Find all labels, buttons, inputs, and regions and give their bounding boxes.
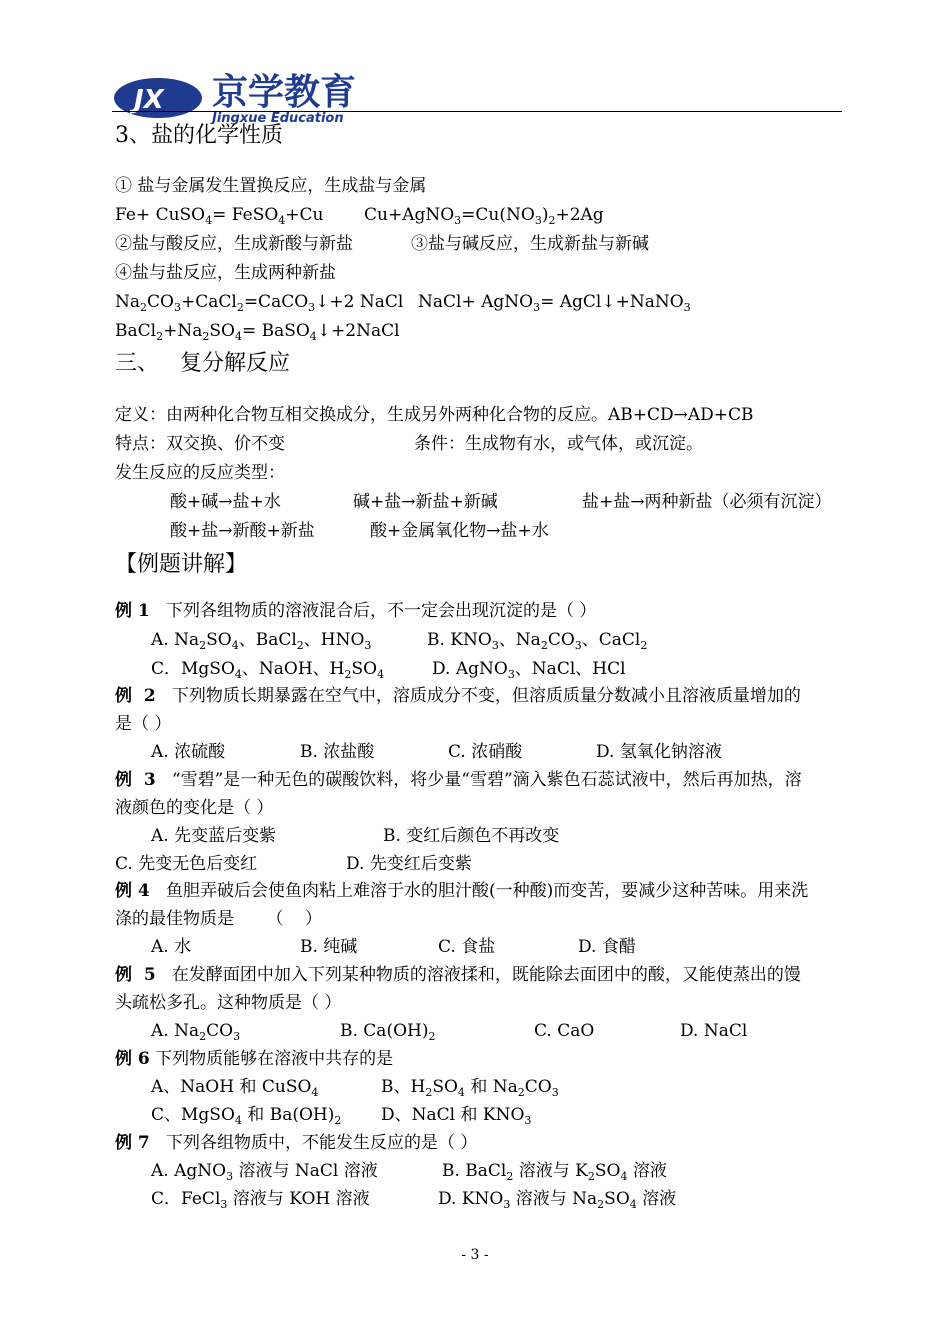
type-acid-oxide: 酸+金属氧化物→盐+水 — [370, 521, 549, 541]
logo — [112, 56, 422, 128]
example-1 — [115, 601, 596, 621]
example-5-option-d: D. NaCl — [680, 1021, 748, 1041]
equation-fe-cuso4: Fe+ CuSO$_4$= FeSO$_4$+Cu — [115, 205, 324, 227]
example-7-option-a: A. AgNO$_3$ 溶液与 NaCl 溶液 — [151, 1161, 378, 1183]
example-3-option-a: A. 先变蓝后变紫 — [151, 826, 277, 846]
example-1-option-a: A. $Na_2SO_4$、BaCl$_2$、$HNO_3$ — [151, 630, 372, 652]
example-1-text: 下列各组物质的溶液混合后，不一定会出现沉淀的是（ ） — [165, 601, 597, 621]
type-base-salt: 碱+盐→新盐+新碱 — [353, 492, 498, 512]
salt-prop-2: ②盐与酸反应，生成新酸与新盐 — [115, 234, 353, 254]
example-2-text: 下列物质长期暴露在空气中，溶质成分不变，但溶质质量分数减小且溶液质量增加的 — [171, 686, 801, 706]
example-6-option-c: C、MgSO$_4$ 和 $Ba(OH)_2$ — [151, 1105, 342, 1127]
example-5-text: 在发酵面团中加入下列某种物质的溶液揉和，既能除去面团中的酸，又能使蒸出的馒 — [171, 965, 801, 985]
definition: 定义：由两种化合物互相交换成分，生成另外两种化合物的反应。AB+CD→AD+CB — [115, 405, 754, 425]
type-salt-salt: 盐+盐→两种新盐（必须有沉淀） — [582, 492, 832, 512]
example-4-text-cont: 涤的最佳物质是 （ ） — [115, 909, 323, 929]
section-title-double-decomposition: 三、 复分解反应 — [115, 351, 290, 376]
example-3-label: 例 3 — [115, 770, 156, 790]
example-2-option-b: B. 浓盐酸 — [300, 742, 375, 762]
type-acid-base: 酸+碱→盐+水 — [170, 492, 281, 512]
example-5 — [115, 965, 801, 985]
example-2-label: 例 2 — [115, 686, 156, 706]
example-1-label: 例 1 — [115, 601, 150, 621]
example-4-option-d: D. 食醋 — [578, 937, 636, 957]
header-rule — [112, 111, 842, 112]
type-acid-salt: 酸+盐→新酸+新盐 — [170, 521, 315, 541]
example-4-text: 鱼胆弄破后会使鱼肉粘上难溶于水的胆汁酸(一种酸)而变苦，要减少这种苦味。用来洗 — [165, 881, 809, 901]
example-3-option-c: C. 先变无色后变红 — [115, 854, 258, 874]
types-label: 发生反应的反应类型： — [115, 463, 285, 483]
example-4-option-a: A. 水 — [151, 937, 192, 957]
example-1-option-d: D. AgNO$_3$、NaCl、HCl — [432, 659, 626, 681]
example-7 — [115, 1133, 477, 1153]
example-6-option-b: B、$H_2SO_4$ 和 $Na_2CO_3$ — [381, 1077, 559, 1099]
example-3-option-b: B. 变红后颜色不再改变 — [383, 826, 560, 846]
example-2-option-d: D. 氢氧化钠溶液 — [596, 742, 722, 762]
example-3-text-cont: 液颜色的变化是（ ） — [115, 798, 274, 818]
example-4-label: 例 4 — [115, 881, 150, 901]
logo-cn-text: 京学教育 — [212, 72, 357, 113]
example-6-label: 例 6 — [115, 1049, 150, 1069]
example-3 — [115, 770, 802, 790]
example-7-text: 下列各组物质中，不能发生反应的是（ ） — [165, 1133, 478, 1153]
example-3-text: “雪碧”是一种无色的碳酸饮料，将少量“雪碧”滴入紫色石蕊试液中，然后再加热，溶 — [171, 770, 802, 790]
salt-prop-4: ④盐与盐反应，生成两种新盐 — [115, 263, 336, 283]
example-6-text: 下列物质能够在溶液中共存的是 — [155, 1049, 394, 1069]
example-4-option-b: B. 纯碱 — [300, 937, 358, 957]
condition: 条件：生成物有水，或气体，或沉淀。 — [414, 434, 703, 454]
example-6-option-a: A、NaOH 和 CuSO$_4$ — [151, 1077, 319, 1099]
section-title-salt: 3、盐的化学性质 — [115, 123, 283, 148]
example-2 — [115, 686, 801, 706]
example-5-label: 例 5 — [115, 965, 156, 985]
example-5-option-a: A. $Na_2CO_3$ — [151, 1021, 241, 1043]
feature: 特点：双交换、价不变 — [115, 434, 285, 454]
logo-en-text: Jingxue Education — [212, 111, 344, 124]
page-number: - 3 - — [461, 1247, 489, 1263]
example-1-option-b: B. $KNO_3$、$Na_2CO_3$、CaCl$_2$ — [427, 630, 648, 652]
logo-badge-text: JX — [134, 85, 164, 115]
example-5-text-cont: 头疏松多孔。这种物质是（ ） — [115, 993, 342, 1013]
salt-prop-3: ③盐与碱反应，生成新盐与新碱 — [411, 234, 649, 254]
example-6-option-d: D、NaCl 和 $KNO_3$ — [381, 1105, 532, 1127]
equation-cu-agno3: $Cu+AgNO_3=Cu(NO_3)_2+2Ag$ — [364, 205, 604, 227]
example-5-option-b: B. $Ca(OH)_2$ — [340, 1021, 436, 1043]
equation-nacl-agno3: NaCl+ AgNO$_3$= AgCl↓+NaNO$_3$ — [418, 292, 691, 314]
example-7-option-c: C．FeCl$_3$ 溶液与 KOH 溶液 — [151, 1189, 370, 1211]
example-2-text-cont: 是（ ） — [115, 714, 172, 734]
salt-prop-1: ① 盐与金属发生置换反应，生成盐与金属 — [115, 176, 427, 196]
example-7-option-d: D. $KNO_3$ 溶液与 $Na_2SO_4$ 溶液 — [438, 1189, 677, 1211]
example-4 — [115, 881, 808, 901]
example-4-option-c: C. 食盐 — [438, 937, 496, 957]
example-2-option-a: A. 浓硫酸 — [151, 742, 226, 762]
example-2-option-c: C. 浓硝酸 — [448, 742, 523, 762]
example-3-option-d: D. 先变红后变紫 — [346, 854, 472, 874]
example-6 — [115, 1049, 393, 1069]
equation-na2co3-cacl2: $Na_2CO_3+CaCl_2=CaCO_3↓+2$ NaCl — [115, 292, 404, 314]
example-1-option-c: C．MgSO$_4$、NaOH、$H_2SO_4$ — [151, 659, 385, 681]
equation-bacl2-na2so4: $BaCl_2+Na_2SO_4=$ BaSO$_4$↓+2NaCl — [115, 321, 400, 343]
example-7-label: 例 7 — [115, 1133, 150, 1153]
examples-heading: 【例题讲解】 — [115, 552, 248, 577]
example-5-option-c: C. CaO — [534, 1021, 595, 1041]
example-7-option-b: B. BaCl$_2$ 溶液与 $K_2SO_4$ 溶液 — [442, 1161, 667, 1183]
